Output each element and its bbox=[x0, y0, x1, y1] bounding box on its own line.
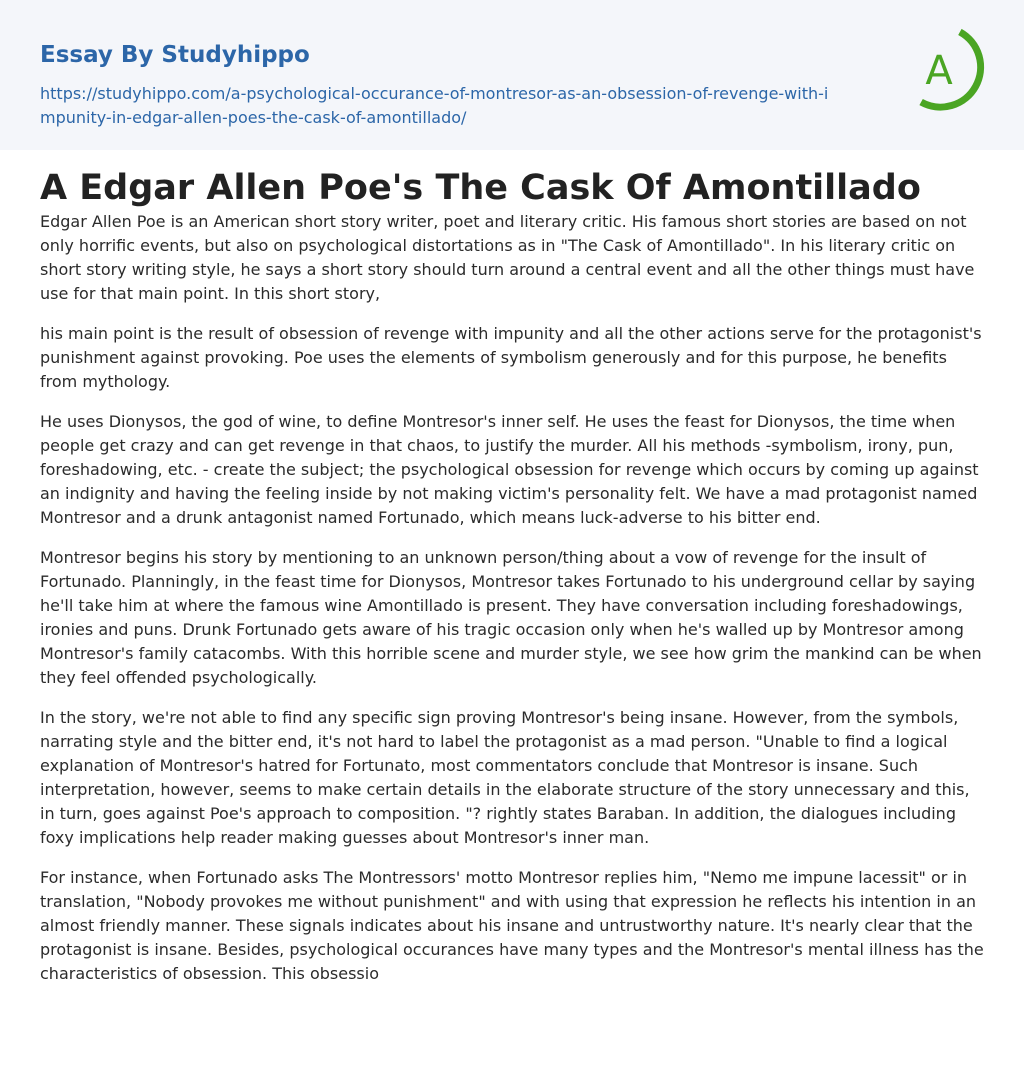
studyhippo-logo-icon[interactable] bbox=[909, 28, 989, 116]
article-paragraph: Montresor begins his story by mentioning to an unknown person/thing about a vow of revenge for the insult of Fortunado. Planningly, in the feast time for Dionysos, Montresor takes Fortunado to his underground cellar by saying he'll take him at where the famous wine Amontillado is present. They have conversation including foreshadowings, ironies and puns. Drunk Fortunado gets aware of his tragic occasion only when he's walled up by Montresor among Montresor's family catacombs. With this horrible scene and murder style, we see how grim the mankind can be when they feel offended psychologically. bbox=[40, 548, 982, 687]
article-paragraph: For instance, when Fortunado asks The Montressors' motto Montresor replies him, "Nemo me impune lacessit" or in translation, "Nobody provokes me without punishment" and with using that expression he reflects his intention in an almost friendly manner. These signals indicates about his insane and untrustworthy nature. It's nearly clear that the protagonist is insane. Besides, psychological occurances have many types and the Montresor's mental illness has the characteristics of obsession. This obsessio bbox=[40, 868, 984, 983]
article bbox=[0, 166, 1024, 986]
article-paragraph: his main point is the result of obsession of revenge with impunity and all the other actions serve for the protagonist's punishment against provoking. Poe uses the elements of symbolism generously and for this purpose, he benefits from mythology. bbox=[40, 324, 982, 391]
article-paragraph: He uses Dionysos, the god of wine, to define Montresor's inner self. He uses the feast for Dionysos, the time when people get crazy and can get revenge in that chaos, to justify the murder. All his methods -symbolism, irony, pun, foreshadowing, etc. - create the subject; the psychological obsession for revenge which occurs by coming up against an indignity and having the feeling inside by not making victim's personality felt. We have a mad protagonist named Montresor and a drunk antagonist named Fortunado, which means luck-adverse to his bitter end. bbox=[40, 412, 979, 527]
page-header bbox=[0, 0, 1024, 150]
site-brand[interactable]: Essay By Studyhippo bbox=[40, 42, 310, 68]
article-paragraph: Edgar Allen Poe is an American short story writer, poet and literary critic. His famous short stories are based on not only horrific events, but also on psychological distortations as in "The Cask of Amontillado". In his literary critic on short story writing style, he says a short story should turn around a central event and all the other things must have use for that main point. In this short story, bbox=[40, 212, 975, 303]
source-url-link[interactable]: https://studyhippo.com/a-psychological-occurance-of-montresor-as-an-obsession-of-revenge-with-impunity-in-edgar-allen-poes-the-cask-of-amontillado/ bbox=[40, 84, 829, 127]
article-paragraph: In the story, we're not able to find any specific sign proving Montresor's being insane. However, from the symbols, narrating style and the bitter end, it's not hard to label the protagonist as a mad person. "Unable to find a logical explanation of Montresor's hatred for Fortunato, most commentators conclude that Montresor is insane. Such interpretation, however, seems to make certain details in the elaborate structure of the story unnecessary and this, in turn, goes against Poe's approach to composition. "? rightly states Baraban. In addition, the dialogues including foxy implications help reader making guesses about Montresor's inner man. bbox=[40, 708, 970, 847]
article-title: A Edgar Allen Poe's The Cask Of Amontillado bbox=[40, 168, 921, 208]
logo-letter: A bbox=[925, 48, 953, 94]
